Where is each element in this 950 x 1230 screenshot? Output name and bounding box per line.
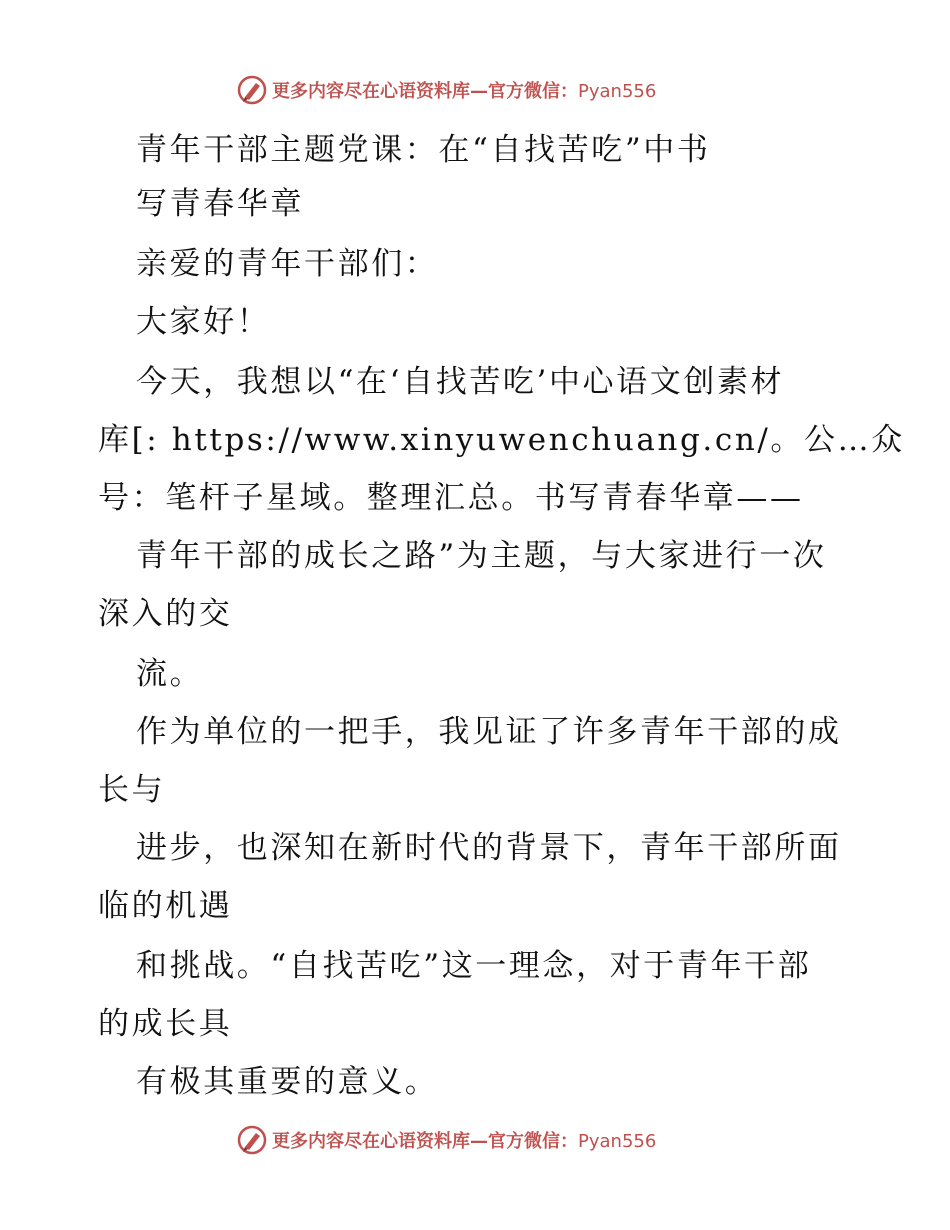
salutation: 亲爱的青年干部们： [136,246,439,282]
pen-logo-icon [236,1124,268,1156]
paragraph-line: 作为单位的一把手，我见证了许多青年干部的成 [136,714,842,750]
paragraph-line: 今天，我想以“在‘自找苦吃’中心语文创素材 [136,364,785,400]
paragraph-line: 的成长具 [98,1006,233,1042]
paragraph-line: 长与 [98,772,166,808]
paragraph-line: 库[: https://www.xinyuwenchuang.cn/。公…众 [98,422,905,458]
header-watermark [236,73,656,107]
greeting: 大家好！ [136,304,271,340]
title-line-1: 青年干部主题党课：在“自找苦吃”中书 [136,132,711,168]
paragraph-line: 流。 [136,656,204,692]
paragraph-line: 青年干部的成长之路”为主题，与大家进行一次 [136,538,827,574]
watermark-text: 更多内容尽在心语资料库—官方微信：Pyan556 [272,1131,657,1152]
paragraph-line: 进步，也深知在新时代的背景下，青年干部所面 [136,830,842,866]
watermark-text: 更多内容尽在心语资料库—官方微信：Pyan556 [272,81,657,102]
footer-watermark [236,1123,656,1157]
paragraph-line: 深入的交 [98,596,233,632]
pen-logo-icon [236,74,268,106]
paragraph-line: 临的机遇 [98,888,233,924]
paragraph-line: 有极其重要的意义。 [136,1064,439,1100]
paragraph-line: 和挑战。“自找苦吃”这一理念，对于青年干部 [136,948,812,984]
title-line-2: 写青春华章 [136,186,304,222]
paragraph-line: 号：笔杆子星域。整理汇总。书写青春华章—— [98,480,804,516]
